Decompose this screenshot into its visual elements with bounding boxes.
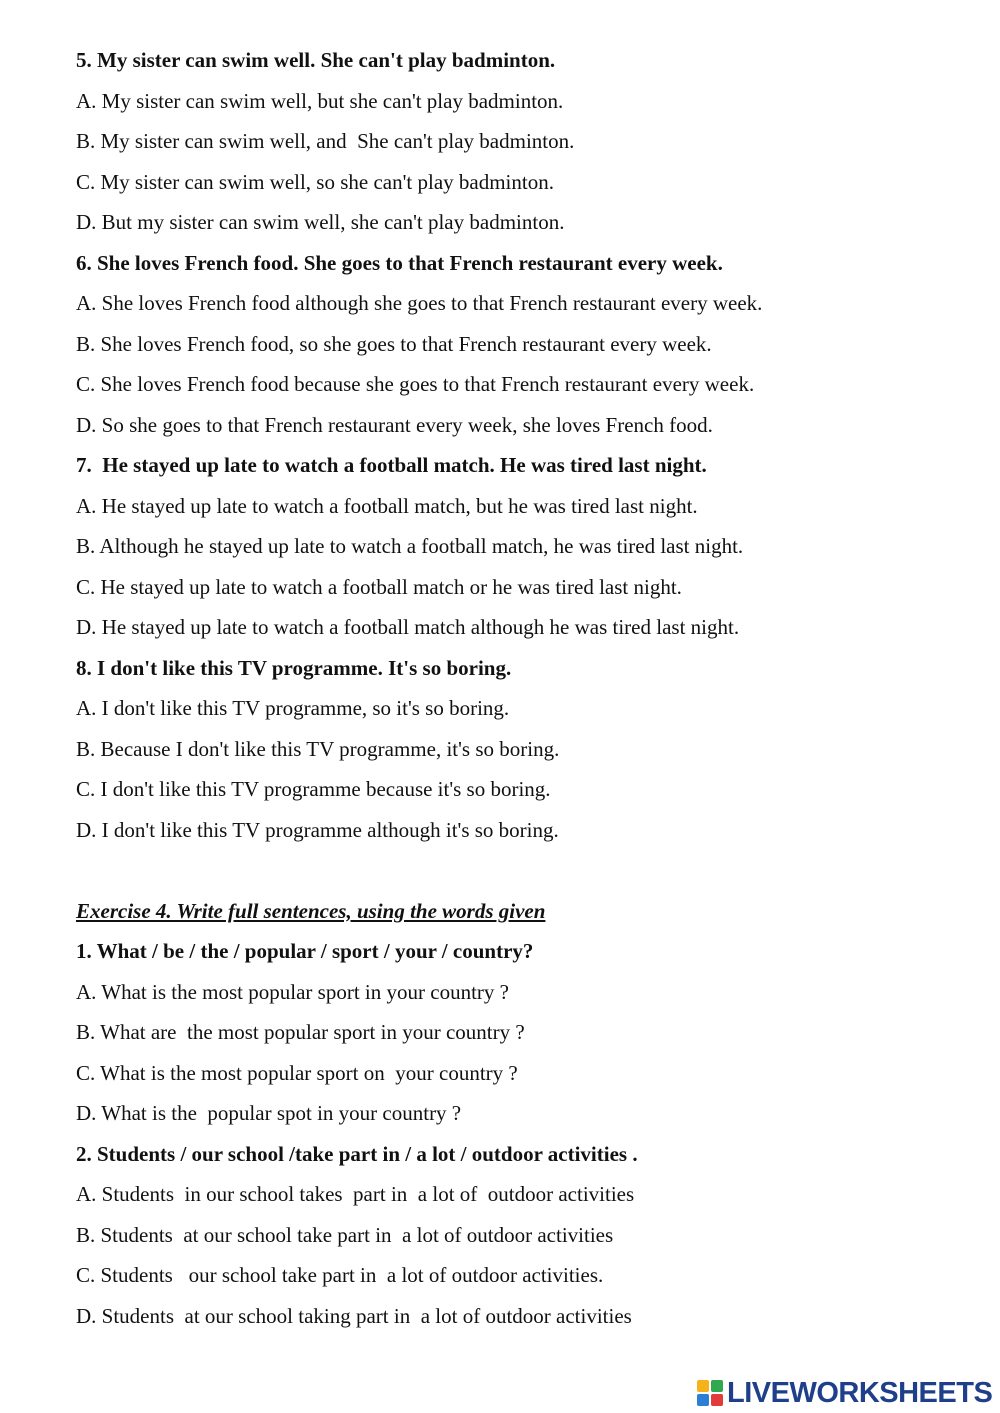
answer-option[interactable]: B. My sister can swim well, and She can't play badminton.	[76, 129, 575, 153]
answer-option[interactable]: D. I don't like this TV programme although it's so boring.	[76, 817, 559, 842]
answer-option[interactable]: C. She loves French food because she goes to that French restaurant every week.	[76, 372, 755, 396]
liveworksheets-logo-icon	[697, 1379, 723, 1407]
answer-option[interactable]: B. Although he stayed up late to watch a football match, he was tired last night.	[76, 534, 744, 558]
question-stem: 2. Students / our school /take part in / a lot / outdoor activities .	[76, 1141, 638, 1166]
answer-option[interactable]: D. What is the popular spot in your country ?	[76, 1101, 462, 1125]
answer-option[interactable]: C. He stayed up late to watch a football match or he was tired last night.	[76, 574, 682, 599]
question-stem: 1. What / be / the / popular / sport / your / country?	[76, 939, 534, 963]
answer-option[interactable]: C. What is the most popular sport on your country ?	[76, 1060, 518, 1085]
answer-option[interactable]: C. I don't like this TV programme because it's so boring.	[76, 777, 551, 801]
answer-option[interactable]: A. My sister can swim well, but she can't play badminton.	[76, 88, 564, 113]
answer-option[interactable]: C. My sister can swim well, so she can't play badminton.	[76, 169, 554, 194]
answer-option[interactable]: A. What is the most popular sport in your country ?	[76, 979, 509, 1004]
question-stem: 6. She loves French food. She goes to that French restaurant every week.	[76, 250, 723, 275]
answer-option[interactable]: B. Because I don't like this TV programme, it's so boring.	[76, 736, 560, 761]
answer-option[interactable]: C. Students our school take part in a lot of outdoor activities.	[76, 1263, 604, 1287]
answer-option[interactable]: B. She loves French food, so she goes to that French restaurant every week.	[76, 331, 712, 356]
question-stem: 7. He stayed up late to watch a football match. He was tired last night.	[76, 453, 707, 477]
question-stem: 8. I don't like this TV programme. It's so boring.	[76, 655, 512, 680]
liveworksheets-brand	[697, 1375, 992, 1411]
answer-option[interactable]: B. Students at our school take part in a lot of outdoor activities	[76, 1222, 614, 1247]
answer-option[interactable]: D. Students at our school taking part in a lot of outdoor activities	[76, 1303, 632, 1328]
answer-option[interactable]: B. What are the most popular sport in your country ?	[76, 1020, 525, 1044]
answer-option[interactable]: D. But my sister can swim well, she can't play badminton.	[76, 210, 565, 234]
exercise-title: Exercise 4. Write full sentences, using the words given	[76, 898, 546, 923]
answer-option[interactable]: A. Students in our school takes part in a lot of outdoor activities	[76, 1182, 635, 1206]
worksheet-page	[76, 40, 976, 1336]
question-stem: 5. My sister can swim well. She can't play badminton.	[76, 48, 556, 72]
answer-option[interactable]: A. She loves French food although she goes to that French restaurant every week.	[76, 291, 763, 315]
brand-name: LIVEWORKSHEETS	[727, 1376, 993, 1409]
answer-option[interactable]: D. He stayed up late to watch a football match although he was tired last night.	[76, 615, 740, 639]
answer-option[interactable]: D. So she goes to that French restaurant every week, she loves French food.	[76, 412, 713, 437]
section-spacer	[76, 850, 976, 891]
answer-option[interactable]: A. He stayed up late to watch a football match, but he was tired last night.	[76, 493, 698, 518]
answer-option[interactable]: A. I don't like this TV programme, so it's so boring.	[76, 696, 510, 720]
